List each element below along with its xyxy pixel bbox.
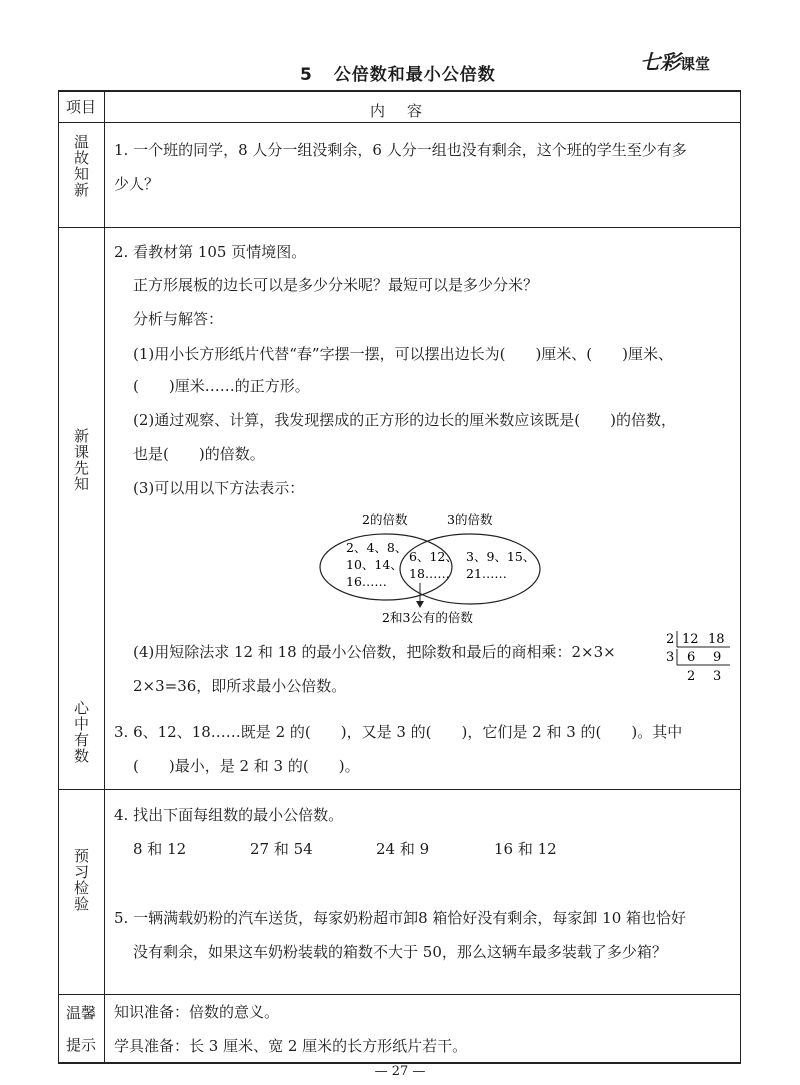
- q2-part2-line1: (2)通过观察、计算，我发现摆成的正方形的边长的厘米数应该既是( )的倍数，: [133, 411, 676, 429]
- venn-left-row3: 16……: [346, 574, 387, 589]
- q2-part4-line2: 2×3=36，即所求最小公倍数。: [133, 677, 347, 695]
- division-quotient-b: 3: [713, 669, 722, 684]
- table-left-border: [58, 90, 59, 1064]
- column-divider: [104, 90, 105, 1064]
- venn-mid-row1: 6、12、: [409, 549, 458, 564]
- page-number: — 27 —: [374, 1064, 426, 1079]
- q4-pair: 16 和 12: [494, 840, 557, 858]
- q2-part1-line1: (1)用小长方形纸片代替“春”字摆一摆，可以摆出边长为( )厘米、( )厘米、: [133, 345, 673, 363]
- section-label-tips-2: 提示: [65, 1036, 96, 1054]
- lesson-title: 公倍数和最小公倍数: [333, 65, 496, 85]
- q4-prompt: 4. 找出下面每组数的最小公倍数。: [114, 806, 344, 824]
- lesson-number: 5: [300, 65, 313, 85]
- venn-bottom-label: 2和3公有的倍数: [382, 610, 473, 625]
- q3-line-2: ( )最小，是 2 和 3 的( )。: [133, 757, 360, 775]
- section-label-review: 温故知新: [72, 134, 90, 198]
- row-divider-1: [58, 227, 741, 228]
- division-a-1: 12: [682, 632, 699, 647]
- tips-line-1: 知识准备：倍数的意义。: [114, 1003, 280, 1021]
- brand-sub: 课堂: [680, 55, 711, 73]
- q1-line-1: 1. 一个班的同学，8 人分一组没剩余，6 人分一组也没有剩余，这个班的学生至少有多: [114, 141, 687, 159]
- q5-line-2: 没有剩余，如果这车奶粉装载的箱数不大于 50，那么这辆车最多装载了多少箱？: [133, 943, 667, 961]
- division-b-1: 18: [708, 632, 725, 647]
- header-divider: [58, 122, 741, 123]
- division-quotient-a: 2: [687, 669, 696, 684]
- q2-analysis: 分析与解答：: [133, 310, 224, 328]
- venn-right-row1: 3、9、15、: [466, 549, 536, 564]
- brand-main: 七彩: [640, 50, 680, 74]
- division-b-2: 9: [713, 650, 722, 665]
- q2-question: 正方形展板的边长可以是多少分米呢？最短可以是多少分米？: [133, 276, 539, 294]
- row-divider-2: [58, 789, 741, 790]
- venn-right-row2: 21……: [466, 566, 507, 581]
- q3-line-1: 3. 6、12、18……既是 2 的( )，又是 3 的( )，它们是 2 和 3 的( )。其中: [114, 723, 683, 741]
- section-label-heart: 心中有数: [72, 700, 90, 764]
- venn-diagram: [316, 506, 576, 631]
- q5-line-1: 5. 一辆满载奶粉的汽车送货，每家奶粉超市卸8 箱恰好没有剩余，每家卸 10 箱也恰好: [114, 909, 687, 927]
- q4-pair: 8 和 12: [133, 840, 187, 858]
- q2-part1-line2: ( )厘米……的正方形。: [133, 377, 310, 395]
- table-top-border: [58, 90, 741, 92]
- row-divider-3: [58, 994, 741, 995]
- q4-pair: 24 和 9: [376, 840, 430, 858]
- q2-intro: 2. 看教材第 105 页情境图。: [114, 243, 307, 261]
- short-division: [660, 628, 740, 688]
- venn-mid-row2: 18……: [409, 566, 450, 581]
- table-right-border: [740, 90, 741, 1064]
- column-header-item: 项目: [65, 98, 96, 116]
- q2-part3: (3)可以用以下方法表示：: [133, 479, 305, 497]
- section-label-preview: 新课先知: [72, 428, 90, 492]
- page-title: [300, 60, 496, 85]
- division-divisor-2: 3: [666, 650, 675, 665]
- venn-left-row2: 10、14、: [346, 557, 403, 572]
- venn-left-title: 2的倍数: [362, 512, 408, 527]
- q4-pair: 27 和 54: [250, 840, 313, 858]
- section-label-tips-1: 温馨: [65, 1004, 96, 1022]
- brand-logo: [640, 46, 710, 75]
- tips-line-2: 学具准备：长 3 厘米、宽 2 厘米的长方形纸片若干。: [114, 1037, 468, 1055]
- q2-part4-line1: (4)用短除法求 12 和 18 的最小公倍数，把除数和最后的商相乘：2×3×: [133, 643, 616, 661]
- venn-left-row1: 2、4、8、: [346, 540, 408, 555]
- column-header-content: 内容: [370, 102, 445, 120]
- division-divisor-1: 2: [666, 632, 675, 647]
- q1-line-2: 少人？: [114, 175, 160, 193]
- venn-arrow-head: [416, 601, 424, 608]
- venn-right-title: 3的倍数: [447, 512, 493, 527]
- q2-part2-line2: 也是( )的倍数。: [133, 445, 265, 463]
- section-label-check: 预习检验: [72, 848, 90, 912]
- division-a-2: 6: [687, 650, 696, 665]
